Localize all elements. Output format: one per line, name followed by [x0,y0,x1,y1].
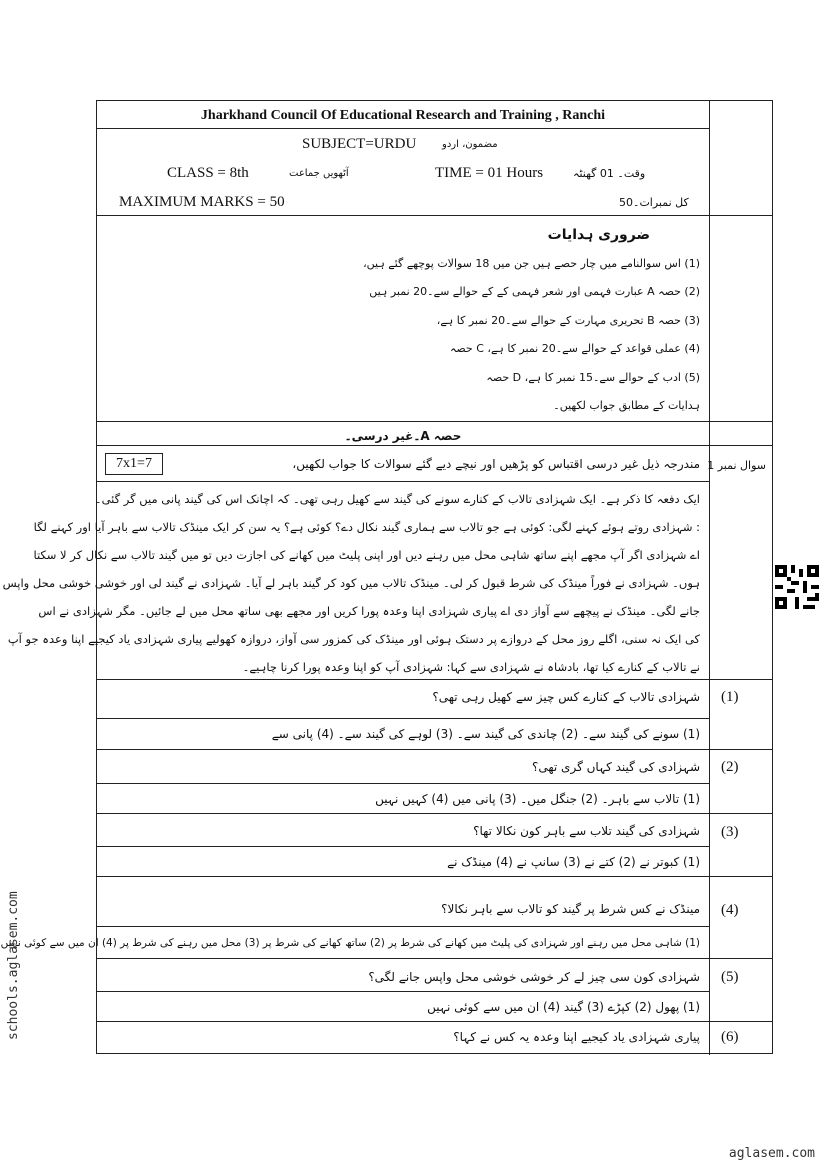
q-row [97,926,709,927]
q-row [97,1021,772,1022]
subject-label: SUBJECT=URDU [302,136,417,152]
instruction-line: ہدایات کے مطابق جواب لکھیں۔ [553,399,700,412]
question-text: شہزادی کی گیند تلاب سے باہر کون نکالا تھا؟ [473,824,700,838]
question-number: (1) [721,689,739,705]
passage-row [97,481,709,482]
instructions-heading: ضروری ہدایات [547,227,650,243]
q-row [97,876,772,877]
qr-code-icon [775,565,819,609]
instruction-line: (3) حصہ B تحریری مہارت کے حوالے سے۔20 نمبر کا ہے، [436,314,700,327]
q-row [97,958,772,959]
question-number: (4) [721,902,739,918]
question-number: (5) [721,969,739,985]
header-info-row [97,128,709,129]
question-options: (1) شاہی محل میں رہنے اور شہزادی کی پلیٹ میں کھانے کی شرط پر (2) ساتھ کھانے کی شرط پر (3) محل میں رہنے کی شرط پر (4) ان میں سے کوئی نہیں [0,937,700,949]
marks-cell [97,445,197,481]
time-label-urdu: وقت۔ 01 گھنٹہ [573,167,646,180]
question-options: (1) پھول (2) کپڑے (3) گیند (4) ان میں سے کوئی نہیں [427,1000,700,1014]
class-label: CLASS = 8th [167,165,249,181]
question-text: شہزادی کی گیند کہاں گری تھی؟ [532,760,700,774]
passage-line: ایک دفعہ کا ذکر ہے۔ ایک شہزادی تالاب کے کنارے سونے کی گیند سے کھیل رہی تھی۔ کہ اچانک اس کی گیند پانی میں گر گئی۔ [94,492,700,506]
passage-line: اے شہزادی اگر آپ مجھے اپنے ساتھ شاہی محل میں رہنے دیں اور اپنی پلیٹ میں کھانے کی اجازت دیں تو میں گیند تالاب سے نکال کر لا سکتا [33,548,700,562]
side-watermark: schools.aglasem.com [6,891,21,1040]
class-label-urdu: آٹھویں جماعت [289,168,349,179]
question-instruction: مندرجہ ذیل غیر درسی اقتباس کو پڑھیں اور نیچے دیے گئے سوالات کا جواب لکھیں، [292,457,700,471]
q-row [97,991,709,992]
question-number-label: سوال نمبر 1 [707,459,766,472]
section-a-title: حصہ A۔غیر درسی۔ [344,429,462,443]
q-row [97,679,772,680]
instruction-line: (1) اس سوالنامے میں چار حصے ہیں جن میں 18 سوالات پوچھے گئے ہیں، [363,257,700,270]
question-text: مینڈک نے کس شرط پر گیند کو تالاب سے باہر نکالا؟ [441,902,700,916]
question-text: شہزادی کون سی چیز لے کر خوشی خوشی محل واپس جانے لگی؟ [368,970,700,984]
passage-line: جانے لگی۔ مینڈک نے پیچھے سے آواز دی اے پیاری شہزادی اپنا وعدہ پورا کریں اور مجھے بھی ساتھ محل میں لے جائیں۔ مگر شہزادی نے اس [38,604,700,618]
instruction-line: (2) حصہ A عبارت فہمی اور شعر فہمی کے کے حوالے سے۔20 نمبر ہیں [369,285,700,298]
question-options: (1) سونے کی گیند سے۔ (2) چاندی کی گیند سے۔ (3) لوہے کی گیند سے۔ (4) پانی سے [271,727,700,741]
question-number: (3) [721,824,739,840]
right-column-divider [709,101,710,1055]
max-marks-label: MAXIMUM MARKS = 50 [119,194,285,210]
council-title: Jharkhand Council Of Educational Research and Training , Ranchi [200,108,606,123]
max-marks-label-urdu: کل نمبرات۔50 [619,196,689,209]
question1-row [97,445,772,446]
instruction-line: (4) عملی قواعد کے حوالے سے۔20 نمبر کا ہے، C حصہ [449,342,700,355]
instructions-row [97,215,772,216]
q-row [97,749,772,750]
passage-line: کی ایک نہ سنی، اگلے روز محل کے دروازے پر دستک ہوئی اور مینڈک کی کمزور سی آواز، دروازہ کھولیے پیاری شہزادی یاد کیجیے اپنا وعدہ جو آپ [7,632,700,646]
question-options: (1) تالاب سے باہر۔ (2) جنگل میں۔ (3) پانی میں (4) کہیں نہیں [375,792,700,806]
q-row [97,846,709,847]
question-options: (1) کبوتر نے (2) کتے نے (3) سانپ نے (4) مینڈک نے [447,855,700,869]
q-row [97,813,772,814]
marks-box: 7x1=7 [105,453,163,475]
subject-label-urdu: مضمون، اردو [442,139,498,150]
question-text: شہزادی تالاب کے کنارے کس چیز سے کھیل رہی تھی؟ [432,690,700,704]
passage-line: نے تالاب کے کنارے کیا تھا، بادشاہ نے شہزادی سے کہا: شہزادی آپ کو اپنا وعدہ پورا کرنا چاہیے۔ [242,660,700,674]
q-row [97,718,709,719]
q-row [97,783,709,784]
question-number: (2) [721,759,739,775]
section-a-row [97,421,772,422]
instruction-line: (5) ادب کے حوالے سے۔15 نمبر کا ہے، D حصہ [486,371,700,384]
passage-line: ہوں۔ شہزادی نے فوراً مینڈک کی شرط قبول کر لی۔ مینڈک تالاب میں کود کر گیند باہر لے آیا۔ شہزادی نے گیند لی اور خوشی خوشی محل واپس [2,576,700,590]
question-text: پیاری شہزادی یاد کیجیے اپنا وعدہ یہ کس نے کہا؟ [453,1030,700,1044]
passage-line: : شہزادی روتے ہوئے کہنے لگی: کوئی ہے جو تالاب سے ہماری گیند نکال دے؟ کوئی ہے؟ یہ سن کر ایک مینڈک تالاب سے باہر آیا اور کہنے لگا [33,520,700,534]
time-label: TIME = 01 Hours [435,165,544,181]
bottom-watermark: aglasem.com [728,1146,815,1161]
question-number: (6) [721,1029,739,1045]
